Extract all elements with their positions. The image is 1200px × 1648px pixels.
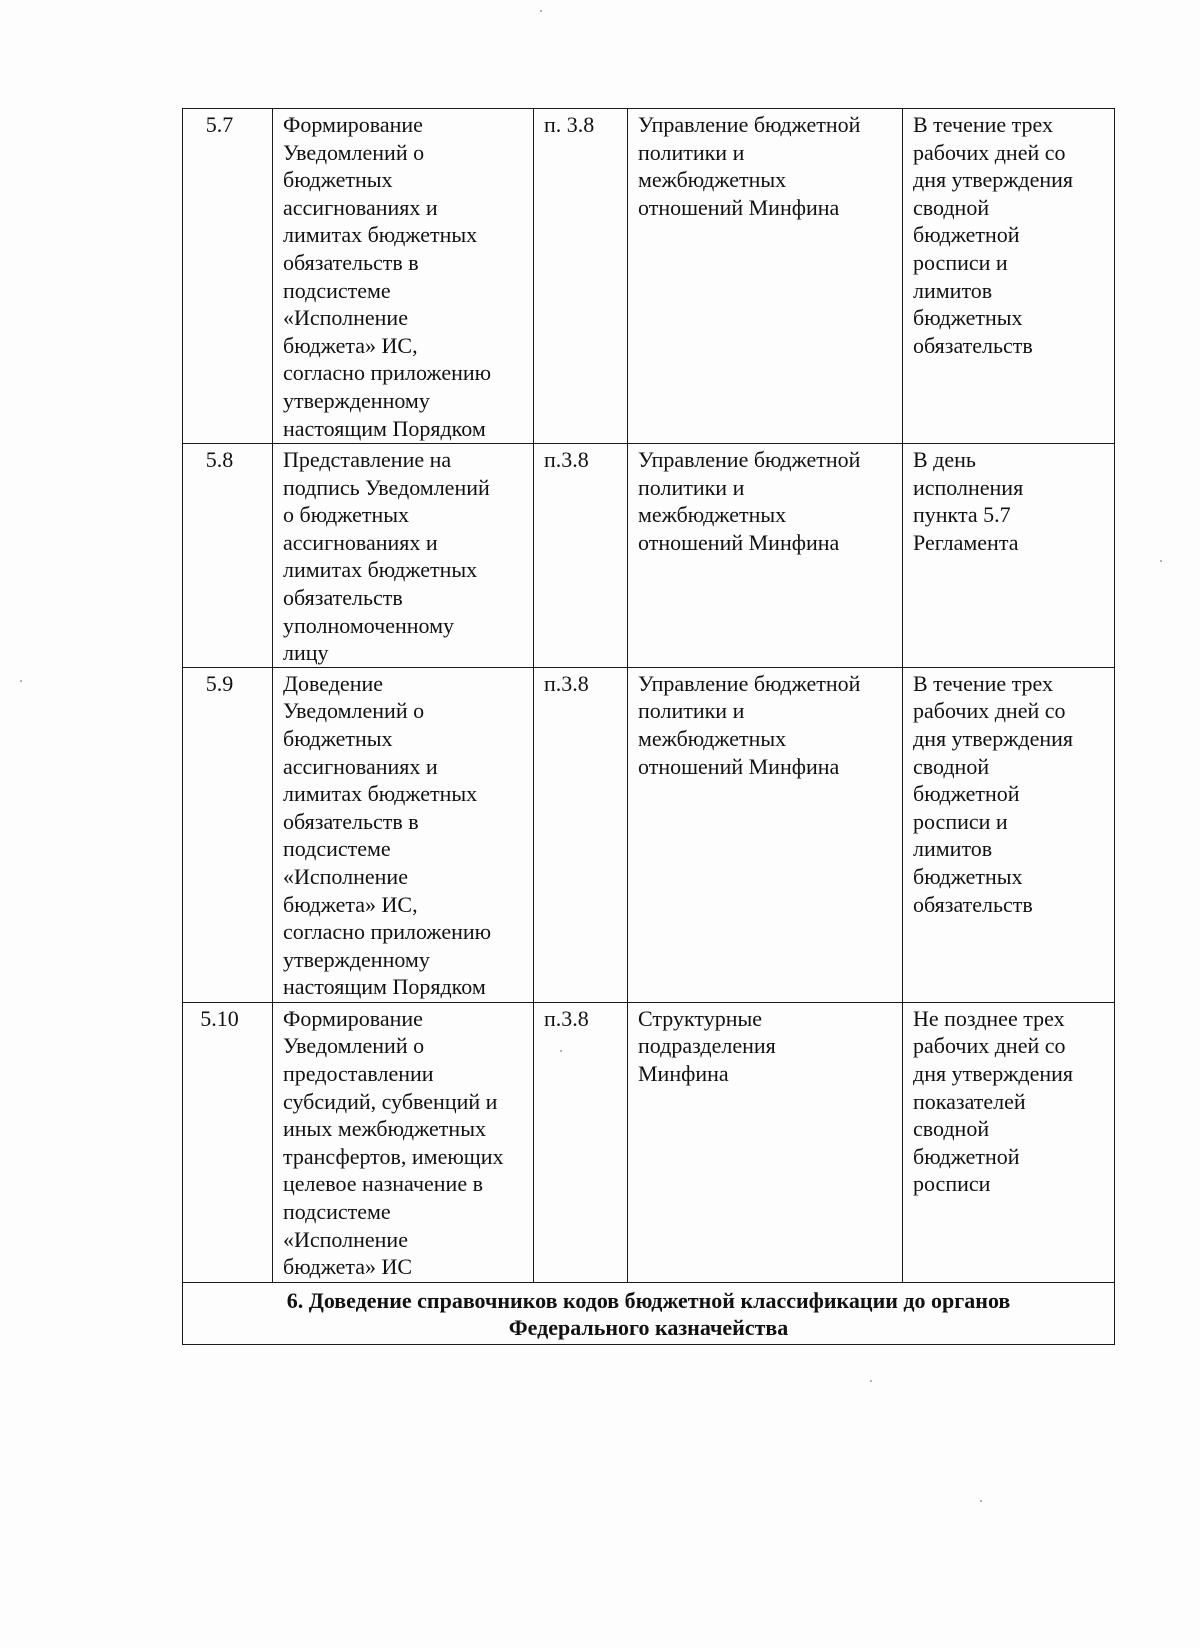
row-number: 5.7 (183, 109, 273, 444)
table-row (183, 1002, 1115, 1282)
responsible-cell: Структурные подразделения Минфина (628, 1002, 903, 1282)
section-row (183, 1282, 1115, 1344)
reference-cell: п. 3.8 (534, 109, 628, 444)
scan-speck (980, 1500, 982, 1502)
action-cell: Доведение Уведомлений о бюджетных ассигнованиях и лимитах бюджетных обязательств в подсистеме «Исполнение бюджета» ИС, согласно приложению утвержденному настоящим Порядком (273, 667, 534, 1002)
scan-speck (1160, 560, 1162, 562)
scan-speck (540, 10, 542, 12)
action-cell: Формирование Уведомлений о бюджетных ассигнованиях и лимитах бюджетных обязательств в подсистеме «Исполнение бюджета» ИС, согласно приложению утвержденному настоящим Порядком (273, 109, 534, 444)
section-heading: 6. Доведение справочников кодов бюджетной классификации до органов Федерального казначейства (183, 1282, 1115, 1344)
deadline-cell: В течение трех рабочих дней со дня утверждения сводной бюджетной росписи и лимитов бюджетных обязательств (903, 667, 1115, 1002)
deadline-cell: В течение трех рабочих дней со дня утверждения сводной бюджетной росписи и лимитов бюджетных обязательств (903, 109, 1115, 444)
reference-cell: п.3.8 (534, 444, 628, 668)
regulation-table (182, 108, 1115, 1345)
scan-speck (20, 680, 22, 682)
row-number: 5.9 (183, 667, 273, 1002)
action-cell: Формирование Уведомлений о предоставлении субсидий, субвенций и иных межбюджетных трансфертов, имеющих целевое назначение в подсистеме «Исполнение бюджета» ИС (273, 1002, 534, 1282)
responsible-cell: Управление бюджетной политики и межбюджетных отношений Минфина (628, 444, 903, 668)
scan-speck (870, 1380, 872, 1382)
responsible-cell: Управление бюджетной политики и межбюджетных отношений Минфина (628, 109, 903, 444)
table-row (183, 667, 1115, 1002)
reference-cell: п.3.8 (534, 667, 628, 1002)
table-row (183, 109, 1115, 444)
table-row (183, 444, 1115, 668)
deadline-cell: В день исполнения пункта 5.7 Регламента (903, 444, 1115, 668)
reference-cell: п.3.8 (534, 1002, 628, 1282)
action-cell: Представление на подпись Уведомлений о бюджетных ассигнованиях и лимитах бюджетных обязательств уполномоченному лицу (273, 444, 534, 668)
deadline-cell: Не позднее трех рабочих дней со дня утверждения показателей сводной бюджетной росписи (903, 1002, 1115, 1282)
responsible-cell: Управление бюджетной политики и межбюджетных отношений Минфина (628, 667, 903, 1002)
scan-speck (560, 1050, 562, 1052)
row-number: 5.8 (183, 444, 273, 668)
row-number: 5.10 (183, 1002, 273, 1282)
